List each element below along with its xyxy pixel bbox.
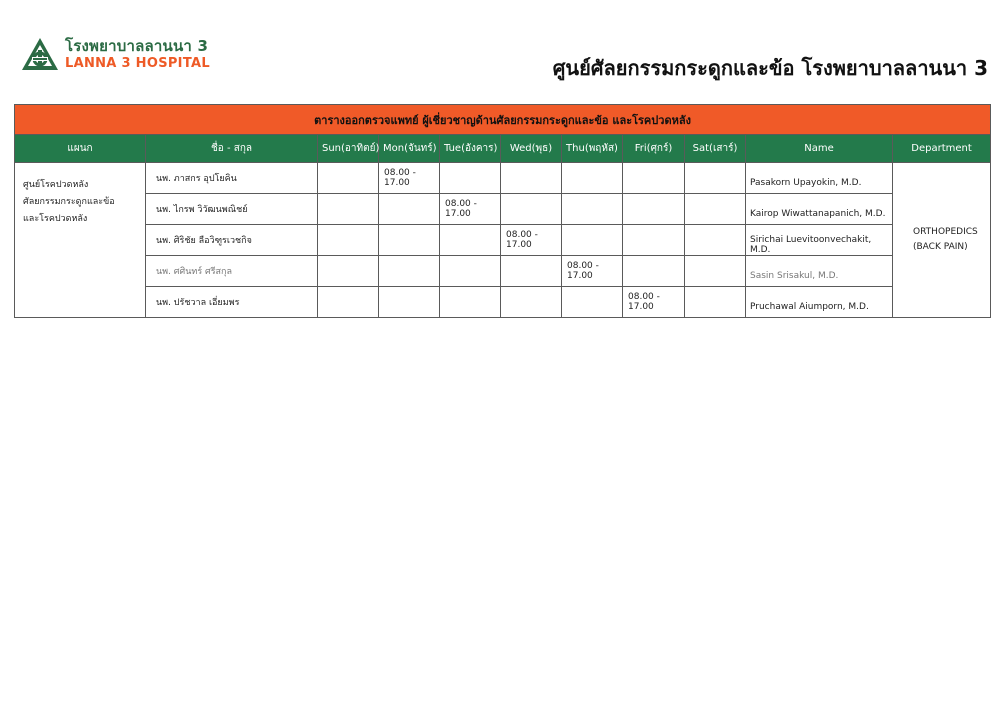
schedule-cell-sat	[685, 287, 746, 318]
schedule-cell-sat	[685, 194, 746, 225]
doctor-name-english: Pruchawal Aiumporn, M.D.	[746, 287, 893, 318]
logo-english-text: LANNA 3 HOSPITAL	[65, 55, 210, 71]
column-header-dept: แผนก	[15, 135, 146, 163]
doctor-schedule-table	[14, 104, 991, 318]
schedule-cell-wed	[501, 163, 562, 194]
schedule-cell-sun	[318, 163, 379, 194]
table-title-row	[15, 105, 991, 135]
schedule-cell-wed	[501, 194, 562, 225]
schedule-cell-wed: 08.00 - 17.00	[501, 225, 562, 256]
column-header-sat: Sat(เสาร์)	[685, 135, 746, 163]
schedule-cell-mon	[379, 194, 440, 225]
page-title: ศูนย์ศัลยกรรมกระดูกและข้อ โรงพยาบาลลานนา 3	[552, 56, 988, 80]
table-title: ตารางออกตรวจแพทย์ ผู้เชี่ยวชาญด้านศัลยกรรมกระดูกและข้อ และโรคปวดหลัง	[15, 105, 991, 135]
dept-thai-cell	[15, 163, 146, 318]
schedule-cell-sat	[685, 256, 746, 287]
schedule-cell-fri: 08.00 - 17.00	[623, 287, 685, 318]
doctor-name-thai: นพ. ศิริชัย ลือวิฑูรเวชกิจ	[146, 225, 318, 256]
schedule-cell-sun	[318, 256, 379, 287]
schedule-cell-fri	[623, 163, 685, 194]
doctor-name-thai: นพ. ไกรพ วิวัฒนพณิชย์	[146, 194, 318, 225]
schedule-table-container	[14, 104, 990, 318]
schedule-cell-tue	[440, 287, 501, 318]
department-english-line: ORTHOPEDICS	[913, 227, 978, 237]
dept-thai-line: ศัลยกรรมกระดูกและข้อ	[23, 197, 115, 207]
column-header-name-th: ชื่อ - สกุล	[146, 135, 318, 163]
schedule-cell-fri	[623, 225, 685, 256]
column-header-mon: Mon(จันทร์)	[379, 135, 440, 163]
schedule-cell-thu	[562, 287, 623, 318]
schedule-cell-mon	[379, 225, 440, 256]
table-row	[15, 287, 991, 318]
column-header-department: Department	[893, 135, 991, 163]
table-row	[15, 225, 991, 256]
doctor-name-english: Sirichai Luevitoonvechakit, M.D.	[746, 225, 893, 256]
doctor-name-english: Pasakorn Upayokin, M.D.	[746, 163, 893, 194]
schedule-cell-wed	[501, 256, 562, 287]
table-row	[15, 256, 991, 287]
schedule-cell-fri	[623, 194, 685, 225]
hospital-logo[interactable]	[20, 36, 210, 72]
column-header-tue: Tue(อังคาร)	[440, 135, 501, 163]
schedule-cell-sun	[318, 225, 379, 256]
column-header-wed: Wed(พุธ)	[501, 135, 562, 163]
schedule-cell-wed	[501, 287, 562, 318]
doctor-name-thai: นพ. ปรัชวาล เอี่ยมพร	[146, 287, 318, 318]
doctor-name-thai: นพ. ภาสกร อุปโยคิน	[146, 163, 318, 194]
doctor-name-english: Kairop Wiwattanapanich, M.D.	[746, 194, 893, 225]
schedule-cell-tue: 08.00 - 17.00	[440, 194, 501, 225]
table-row	[15, 194, 991, 225]
page-header	[0, 0, 1000, 100]
schedule-cell-fri	[623, 256, 685, 287]
column-header-name-en: Name	[746, 135, 893, 163]
schedule-cell-sat	[685, 225, 746, 256]
dept-thai-line: ศูนย์โรคปวดหลัง	[23, 180, 89, 190]
department-english-line: (BACK PAIN)	[913, 242, 968, 252]
schedule-cell-thu	[562, 163, 623, 194]
doctor-name-thai: นพ. ศศินทร์ ศรีสกุล	[146, 256, 318, 287]
hospital-logo-icon	[20, 36, 60, 72]
schedule-cell-thu	[562, 194, 623, 225]
department-english-cell	[893, 163, 991, 318]
column-header-fri: Fri(ศุกร์)	[623, 135, 685, 163]
schedule-cell-thu: 08.00 - 17.00	[562, 256, 623, 287]
schedule-cell-tue	[440, 256, 501, 287]
doctor-name-english: Sasin Srisakul, M.D.	[746, 256, 893, 287]
schedule-cell-tue	[440, 225, 501, 256]
dept-thai-line: และโรคปวดหลัง	[23, 214, 88, 224]
schedule-cell-tue	[440, 163, 501, 194]
schedule-cell-mon: 08.00 - 17.00	[379, 163, 440, 194]
logo-thai-text: โรงพยาบาลลานนา 3	[65, 36, 209, 55]
schedule-cell-mon	[379, 287, 440, 318]
schedule-cell-mon	[379, 256, 440, 287]
table-header-row	[15, 135, 991, 163]
schedule-cell-sat	[685, 163, 746, 194]
column-header-sun: Sun(อาทิตย์)	[318, 135, 379, 163]
column-header-thu: Thu(พฤหัส)	[562, 135, 623, 163]
schedule-cell-sun	[318, 194, 379, 225]
schedule-cell-thu	[562, 225, 623, 256]
table-row	[15, 163, 991, 194]
schedule-cell-sun	[318, 287, 379, 318]
